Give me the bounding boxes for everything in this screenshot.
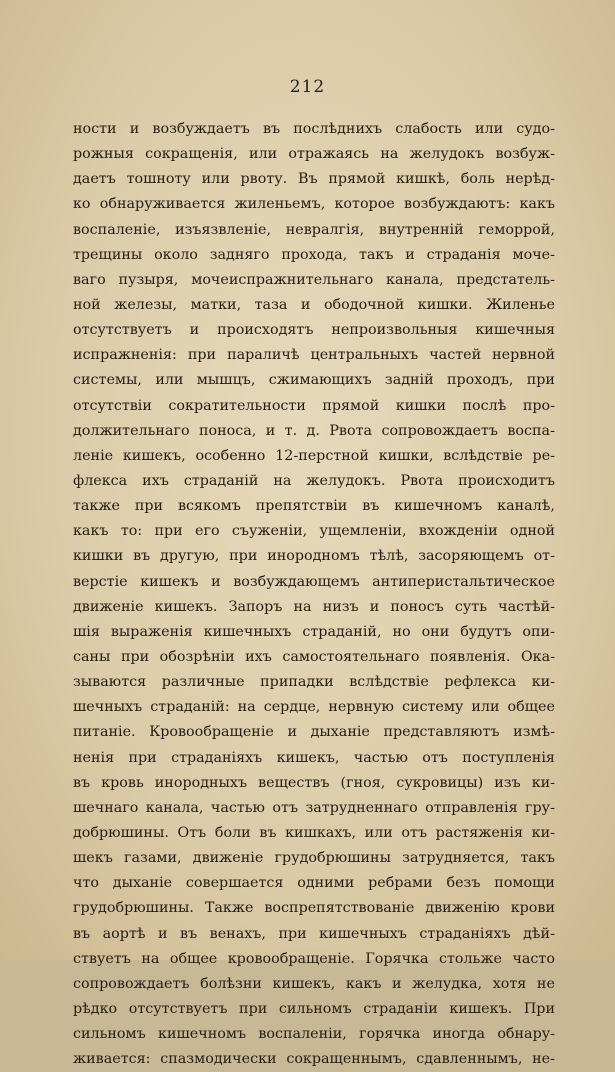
- text-line: сильномъ кишечномъ воспаленіи, горячка иногда обнару-: [73, 1026, 555, 1043]
- text-line: ко обнаруживается жиленьемъ, которое возбуждаютъ: какъ: [73, 196, 555, 213]
- text-line: ствуетъ на общее кровообращеніе. Горячка стольже часто: [73, 950, 555, 967]
- text-line: ваго пузыря, мочеиспражнительнаго канала, предстатель-: [73, 271, 555, 288]
- body-text: [73, 117, 555, 1072]
- text-line: отсутствуетъ и происходятъ непроизвольныя кишечныя: [73, 322, 555, 339]
- page-number: 212: [289, 77, 326, 97]
- text-line: трещины около задняго прохода, такъ и страданія моче-: [73, 246, 555, 263]
- text-line: шечнаго канала, частью отъ затрудненнаго отправленія гру-: [73, 799, 555, 816]
- text-line: шекъ газами, движеніе грудобрюшины затрудняется, такъ: [73, 850, 555, 867]
- text-line: въ аортѣ и въ венахъ, при кишечныхъ страданіяхъ дѣй-: [73, 925, 555, 942]
- text-line: въ кровь инородныхъ веществъ (гноя, сукровицы) изъ ки-: [73, 774, 555, 791]
- text-line: испражненія: при параличѣ центральныхъ частей нервной: [73, 347, 555, 364]
- text-line: леніе кишекъ, особенно 12-перстной кишки, вслѣдствіе ре-: [73, 447, 555, 464]
- text-line: что дыханіе совершается одними ребрами безъ помощи: [73, 875, 555, 892]
- text-line: флекса ихъ страданій на желудокъ. Рвота происходитъ: [73, 472, 555, 489]
- text-line: саны при обозрѣніи ихъ самостоятельнаго появленія. Ока-: [73, 648, 555, 665]
- text-line: даетъ тошноту или рвоту. Въ прямой кишкѣ, боль нерѣд-: [73, 171, 555, 188]
- text-line: ной железы, матки, таза и ободочной кишки. Жиленье: [73, 296, 555, 313]
- text-line: сопровождаетъ болѣзни кишекъ, какъ и желудка, хотя не: [73, 975, 555, 992]
- text-line: добрюшины. Отъ боли въ кишкахъ, или отъ растяженія ки-: [73, 824, 555, 841]
- text-line: шечныхъ страданій: на сердце, нервную систему или общее: [73, 699, 555, 716]
- text-line: отсутствіи сократительности прямой кишки послѣ про-: [73, 397, 555, 414]
- text-line: воспаленіе, изъязвленіе, невралгія, внутренній геморрой,: [73, 221, 555, 238]
- text-line: также при всякомъ препятствіи въ кишечномъ каналѣ,: [73, 498, 555, 515]
- text-line: живается: спазмодически сокращеннымъ, сдавленнымъ, не-: [73, 1051, 555, 1068]
- text-line: системы, или мышцъ, сжимающихъ задній проходъ, при: [73, 372, 555, 389]
- text-line: должительнаго поноса, и т. д. Рвота сопровождаетъ воспа-: [73, 422, 555, 439]
- text-line: верстіе кишекъ и возбуждающемъ антиперистальтическое: [73, 573, 555, 590]
- text-line: ности и возбуждаетъ въ послѣднихъ слабость или судо-: [73, 121, 555, 137]
- text-line: движеніе кишекъ. Запоръ на низъ и поносъ суть частѣй-: [73, 598, 555, 615]
- text-line: питаніе. Кровообращеніе и дыханіе представляютъ измѣ-: [73, 724, 555, 741]
- text-line: ненія при страданіяхъ кишекъ, частью отъ поступленія: [73, 749, 555, 766]
- text-line: рожныя сокращенія, или отражаясь на желудокъ возбуж-: [73, 146, 555, 163]
- text-line: грудобрюшины. Также воспрепятствованіе движенію крови: [73, 900, 555, 917]
- text-line: рѣдко отсутствуетъ при сильномъ страданіи кишекъ. При: [73, 1000, 555, 1017]
- text-line: зываются различные припадки вслѣдствіе рефлекса ки-: [73, 674, 555, 691]
- text-line: кишки въ другую, при инородномъ тѣлѣ, засоряющемъ от-: [73, 548, 555, 565]
- text-line: какъ то: при его съуженіи, ущемленіи, вхожденіи одной: [73, 523, 555, 540]
- text-line: шія выраженія кишечныхъ страданій, но они будутъ опи-: [73, 623, 555, 640]
